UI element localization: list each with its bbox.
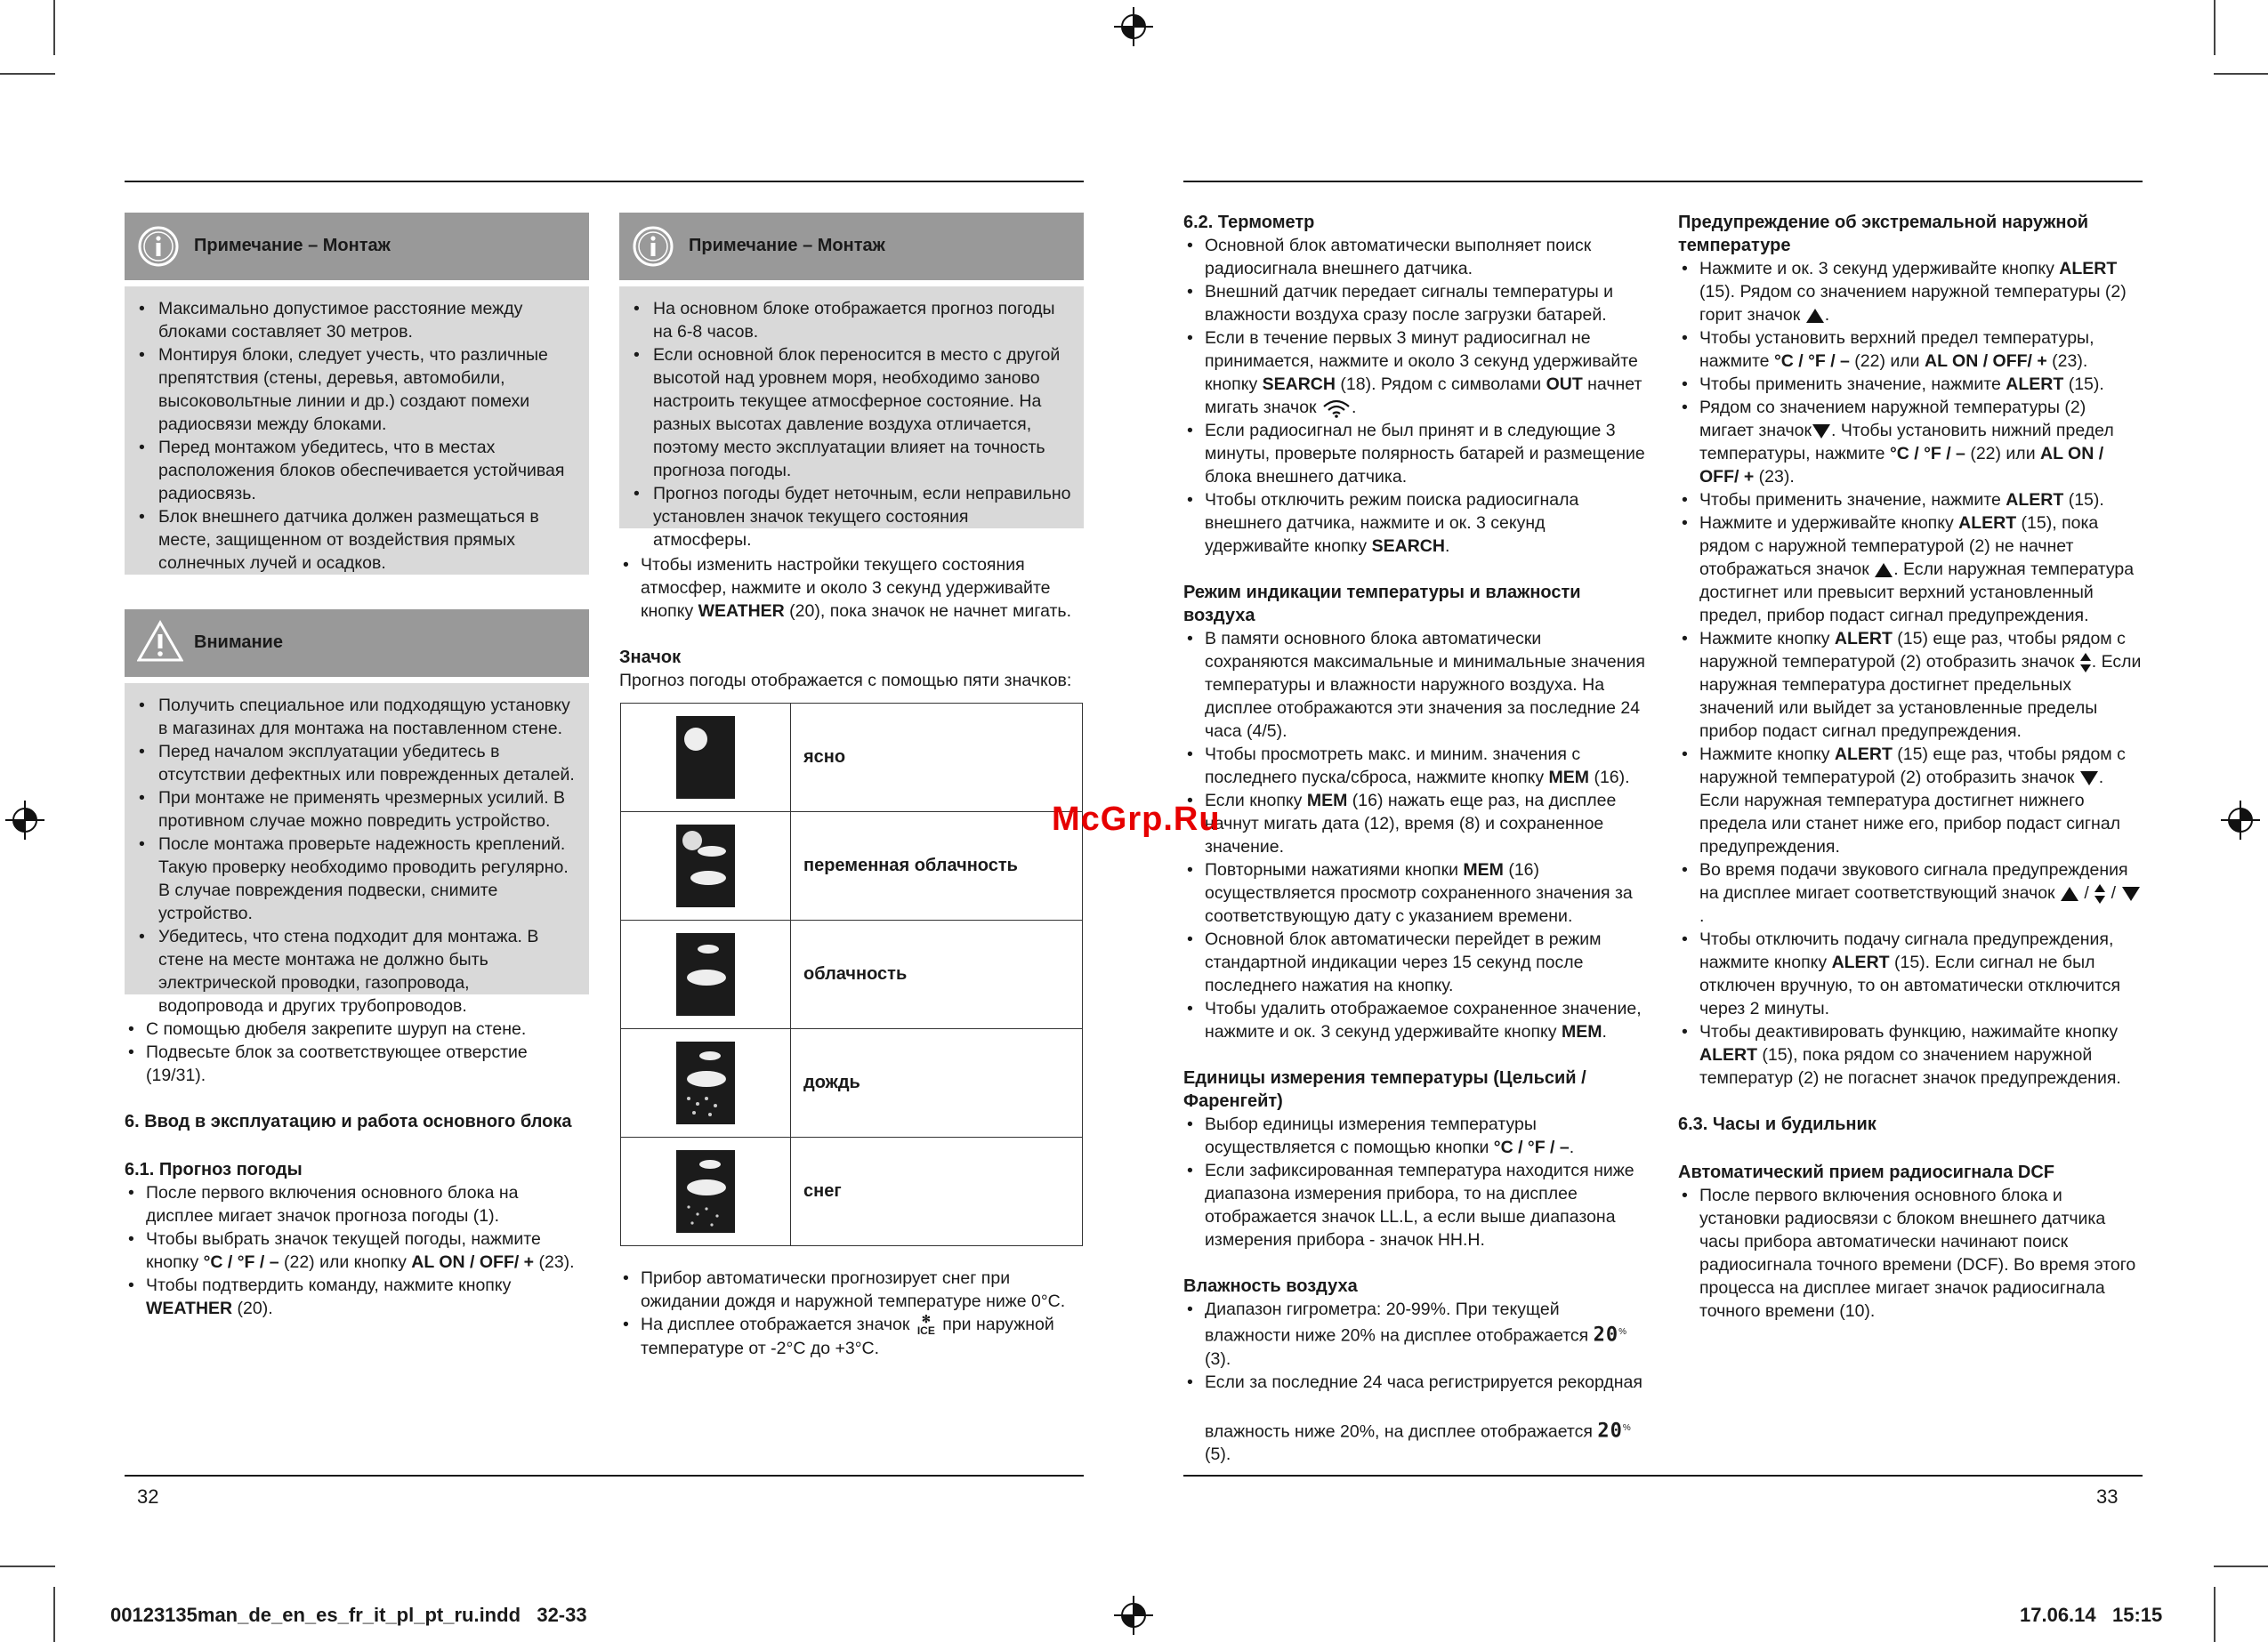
list-item: • Во время подачи звукового сигнала предупреждения на дисплее мигает соответствующий значок / / . — [1678, 858, 2143, 928]
list-item: • Выбор единицы измерения температуры осуществляется с помощью кнопки °C / °F / –. — [1183, 1113, 1648, 1159]
footer-rule-right — [1183, 1475, 2143, 1477]
page-number-left: 32 — [137, 1485, 159, 1508]
list-item: • Нажмите и удерживайте кнопку ALERT (15), пока рядом с наружной температурой (2) не начнет отображаться значок . Если наружная температура достигнет или превысит верхний установленный предел, прибор подаст сигнал предупреждения. — [1678, 511, 2143, 627]
section-heading: Предупреждение об экстремальной наружной температуре — [1678, 213, 2088, 255]
right-column-2 — [1678, 211, 2143, 1323]
list-item: • Чтобы применить значение, нажмите ALERT (15). — [1678, 488, 2143, 511]
list-item: • Если основной блок переносится в место с другой высотой над уровнем моря, необходимо заново настроить текущее атмосферное состояние. На разных высотах давление воздуха отличается, поэтому место эксплуатации влияет на точность прогноза погоды. — [632, 343, 1071, 482]
list-item: • Чтобы просмотреть макс. и миним. значения с последнего пуска/сброса, нажмите кнопку MEM (16). — [1183, 743, 1648, 789]
list-item: • После первого включения основного блока на дисплее мигает значок прогноза погоды (1). — [125, 1181, 587, 1227]
list-item: • При монтаже не применять чрезмерных усилий. В противном случае можно повредить устройство. — [137, 786, 577, 833]
note-header — [619, 213, 1084, 280]
list-item: • Чтобы отключить режим поиска радиосигнала внешнего датчика, нажмите и ок. 3 секунд удерживайте кнопку SEARCH. — [1183, 488, 1648, 558]
partly-cloudy-icon — [676, 825, 735, 907]
list-item: • Чтобы деактивировать функцию, нажимайте кнопку ALERT (15), пока рядом со значением наружной температур (2) не погаснет значок предупреждения. — [1678, 1020, 2143, 1090]
triangle-up-icon — [1874, 562, 1893, 578]
radio-signal-icon — [1321, 398, 1352, 418]
percent-icon: % — [1622, 1422, 1631, 1433]
footer-date: 17.06.14 15:15 — [2020, 1604, 2163, 1626]
list-item: • Нажмите кнопку ALERT (15) еще раз, чтобы рядом с наружной температурой (2) отобразить значок . Если наружная температура достигнет предельных значений или выйдет за установленные пределы прибор подаст сигнал предупреждения. — [1678, 627, 2143, 743]
warning-body — [125, 683, 589, 1016]
cloudy-icon — [676, 933, 735, 1016]
list-item: • Перед началом эксплуатации убедитесь в отсутствии дефектных или поврежденных деталей. — [137, 740, 577, 786]
weather-label: ясно — [791, 704, 1083, 812]
list-item: • Повторными нажатиями кнопки MEM (16) осуществляется просмотр сохраненного значения за соответствующую дату с указанием времени. — [1183, 858, 1648, 928]
section-heading: Влажность воздуха — [1183, 1276, 1358, 1296]
list-item: • Чтобы применить значение, нажмите ALERT (15). — [1678, 373, 2143, 396]
warning-header — [125, 609, 589, 677]
weather-label: облачность — [791, 921, 1083, 1029]
paragraph: Прогноз погоды отображается с помощью пяти значков: — [619, 671, 1072, 690]
list-item: • После первого включения основного блока и установки радиосвязи с блоком внешнего датчика часы прибора автоматически начинают поиск радиосигнала точного времени (DCF). Во время этого процесса на дисплее мигает значок радиосигнала точного времени (10). — [1678, 1184, 2143, 1323]
list-item: • Монтируя блоки, следует учесть, что различные препятствия (стены, деревья, автомобили, высоковольтные линии и др.) создают помехи радиосвязи между блоками. — [137, 343, 577, 436]
info-icon — [632, 225, 674, 268]
triangle-up-icon — [2060, 886, 2079, 902]
list-item: • Чтобы установить верхний предел температуры, нажмите °C / °F / – (22) или AL ON / OFF/ + (23). — [1678, 326, 2143, 373]
note-body — [619, 286, 1084, 550]
list-item: • Максимально допустимое расстояние между блоками составляет 30 метров. — [137, 297, 577, 343]
list-item: • Чтобы подтвердить команду, нажмите кнопку WEATHER (20). — [125, 1274, 587, 1320]
crop-mark — [2214, 0, 2216, 55]
section-heading: Автоматический прием радиосигнала DCF — [1678, 1163, 2054, 1182]
weather-icon-table — [620, 703, 1083, 1246]
list-item: • Рядом со значением наружной температуры (2) мигает значок . Чтобы установить нижний предел температуры, нажмите °C / °F / – (22) или AL ON / OFF/ + (23). — [1678, 396, 2143, 488]
section-heading: 6.3. Часы и будильник — [1678, 1115, 1877, 1134]
note-body — [125, 286, 589, 575]
list-item: • Чтобы выбрать значок текущей погоды, нажмите кнопку °C / °F / – (22) или кнопку AL ON / OFF/ + (23). — [125, 1227, 587, 1274]
triangle-up-icon — [1805, 308, 1825, 324]
list-item: • С помощью дюбеля закрепите шуруп на стене. — [125, 1018, 587, 1041]
table-row — [621, 704, 1083, 812]
list-item: • Если в течение первых 3 минут радиосигнал не принимается, нажмите и около 3 секунд удерживайте кнопку SEARCH (18). Рядом с символами OUT начнет мигать значок . — [1183, 326, 1648, 419]
registration-mark-icon — [1114, 1596, 1153, 1635]
header-rule-right — [1183, 181, 2143, 182]
section-heading: Единицы измерения температуры (Цельсий / Фаренгейт) — [1183, 1068, 1586, 1111]
warning-title: Внимание — [194, 632, 283, 652]
section-heading: 6.1. Прогноз погоды — [125, 1160, 303, 1179]
list-item: • После монтажа проверьте надежность креплений. Такую проверку необходимо проводить регулярно. В случае повреждения подвески, снимите устройство. — [137, 833, 577, 925]
list-item: • Нажмите и ок. 3 секунд удерживайте кнопку ALERT (15). Рядом со значением наружной температуры (2) горит значок . — [1678, 257, 2143, 326]
list-item: • Если кнопку MEM (16) нажать еще раз, на дисплее начнут мигать дата (12), время (8) и сохраненное значение. — [1183, 789, 1648, 858]
list-item: • Прогноз погоды будет неточным, если неправильно установлен значок текущего состояния атмосферы. — [632, 482, 1071, 551]
registration-mark-icon — [2221, 801, 2260, 840]
registration-mark-icon — [5, 801, 44, 840]
note-title: Примечание – Монтаж — [689, 236, 885, 255]
middle-column-footer-text — [619, 1267, 1084, 1360]
list-item: • В памяти основного блока автоматически сохраняются максимальные и минимальные значения температуры и влажности наружного воздуха. На дисплее отображаются эти значения за последние 24 часа (4/5). — [1183, 627, 1648, 743]
note-header — [125, 213, 589, 280]
note-title: Примечание – Монтаж — [194, 236, 391, 255]
header-rule-left — [125, 181, 1084, 182]
section-heading: 6. Ввод в эксплуатацию и работа основного блока — [125, 1112, 572, 1131]
table-row — [621, 1138, 1083, 1246]
snow-ice-icon: ✻ ICE — [916, 1312, 935, 1337]
left-column-text — [125, 1018, 587, 1320]
list-item: • Убедитесь, что стена подходит для монтажа. В стене на месте монтажа не должно быть электрической проводки, газопровода, водопровода и других трубопроводов. — [137, 925, 577, 1018]
footer-filename: 00123135man_de_en_es_fr_it_pl_pt_ru.indd 32-33 — [110, 1604, 587, 1626]
list-item: • Получить специальное или подходящую установку в магазинах для монтажа на поставленном стене. — [137, 694, 577, 740]
triangle-up-down-icon — [2094, 883, 2106, 905]
crop-mark — [0, 73, 55, 75]
middle-column-text — [619, 553, 1084, 692]
right-column-1 — [1183, 211, 1648, 1466]
list-item: • Чтобы отключить подачу сигнала предупреждения, нажмите кнопку ALERT (15). Если сигнал не был отключен вручную, то он автоматически отключится через 2 минуты. — [1678, 928, 2143, 1020]
crop-mark — [53, 1587, 55, 1642]
humidity-display-icon: 20 — [1597, 1420, 1623, 1442]
table-row — [621, 921, 1083, 1029]
rain-icon — [676, 1042, 735, 1124]
registration-mark-icon — [1114, 7, 1153, 46]
list-item: • На дисплее отображается значок ✻ ICE при наружной температуре от -2°C до +3°C. — [619, 1313, 1084, 1360]
percent-icon: % — [1618, 1327, 1627, 1337]
list-item: • Прибор автоматически прогнозирует снег при ожидании дождя и наружной температуре ниже 0°C. — [619, 1267, 1084, 1313]
crop-mark — [0, 1566, 55, 1567]
list-item: • Внешний датчик передает сигналы температуры и влажности воздуха сразу после загрузки батарей. — [1183, 280, 1648, 326]
section-heading: Значок — [619, 648, 682, 667]
crop-mark — [2214, 73, 2268, 75]
table-row — [621, 812, 1083, 921]
list-item: • Перед монтажом убедитесь, что в местах расположения блоков обеспечивается устойчивая радиосвязь. — [137, 436, 577, 505]
humidity-display-icon: 20 — [1593, 1324, 1619, 1347]
page-number-right: 33 — [2096, 1485, 2119, 1508]
sunny-icon — [676, 716, 735, 799]
triangle-down-icon — [2079, 770, 2099, 786]
list-item: • Чтобы изменить настройки текущего состояния атмосфер, нажмите и около 3 секунд удерживайте кнопку WEATHER (20), пока значок не начнет мигать. — [619, 553, 1084, 623]
list-item: • Блок внешнего датчика должен размещаться в месте, защищенном от воздействия прямых солнечных лучей и осадков. — [137, 505, 577, 575]
triangle-up-down-icon — [2079, 652, 2092, 673]
list-item: • Основной блок автоматически перейдет в режим стандартной индикации через 15 секунд после последнего нажатия на кнопку. — [1183, 928, 1648, 997]
list-item: • Если зафиксированная температура находится ниже диапазона измерения прибора, то на дисплее отображается значок LL.L, а если выше диапазона измерения прибора - значок HH.H. — [1183, 1159, 1648, 1252]
section-heading: 6.2. Термометр — [1183, 213, 1315, 232]
list-item: • Нажмите кнопку ALERT (15) еще раз, чтобы рядом с наружной температурой (2) отобразить значок . Если наружная температура достигнет нижнего предела или станет ниже его, прибор подаст сигнал предупреждения. — [1678, 743, 2143, 858]
table-row — [621, 1029, 1083, 1138]
list-item: • Диапазон гигрометра: 20-99%. При текущей влажности ниже 20% на дисплее отображается 20% (3). — [1183, 1298, 1648, 1371]
info-icon — [137, 225, 180, 268]
snow-icon — [676, 1150, 735, 1233]
watermark: McGrp.Ru — [1052, 801, 1221, 838]
section-heading: Режим индикации температуры и влажности воздуха — [1183, 583, 1581, 625]
triangle-down-icon — [2121, 886, 2141, 902]
crop-mark — [53, 0, 55, 55]
crop-mark — [2214, 1587, 2216, 1642]
footer-rule-left — [125, 1475, 1084, 1477]
triangle-down-icon — [1812, 423, 1831, 439]
list-item: • На основном блоке отображается прогноз погоды на 6-8 часов. — [632, 297, 1071, 343]
crop-mark — [2214, 1566, 2268, 1567]
list-item: • Подвесьте блок за соответствующее отверстие (19/31). — [125, 1041, 587, 1087]
list-item: • Чтобы удалить отображаемое сохраненное значение, нажмите и ок. 3 секунд удерживайте кнопку MEM. — [1183, 997, 1648, 1043]
weather-label: переменная облачность — [791, 812, 1083, 921]
list-item: • Основной блок автоматически выполняет поиск радиосигнала внешнего датчика. — [1183, 234, 1648, 280]
list-item: • Если за последние 24 часа регистрируется рекордная влажность ниже 20%, на дисплее отображается 20% (5). — [1183, 1371, 1648, 1467]
list-item: • Если радиосигнал не был принят и в следующие 3 минуты, проверьте полярность батарей и размещение блока внешнего датчика. — [1183, 419, 1648, 488]
weather-label: дождь — [791, 1029, 1083, 1138]
warning-icon — [137, 620, 183, 663]
weather-label: снег — [791, 1138, 1083, 1246]
